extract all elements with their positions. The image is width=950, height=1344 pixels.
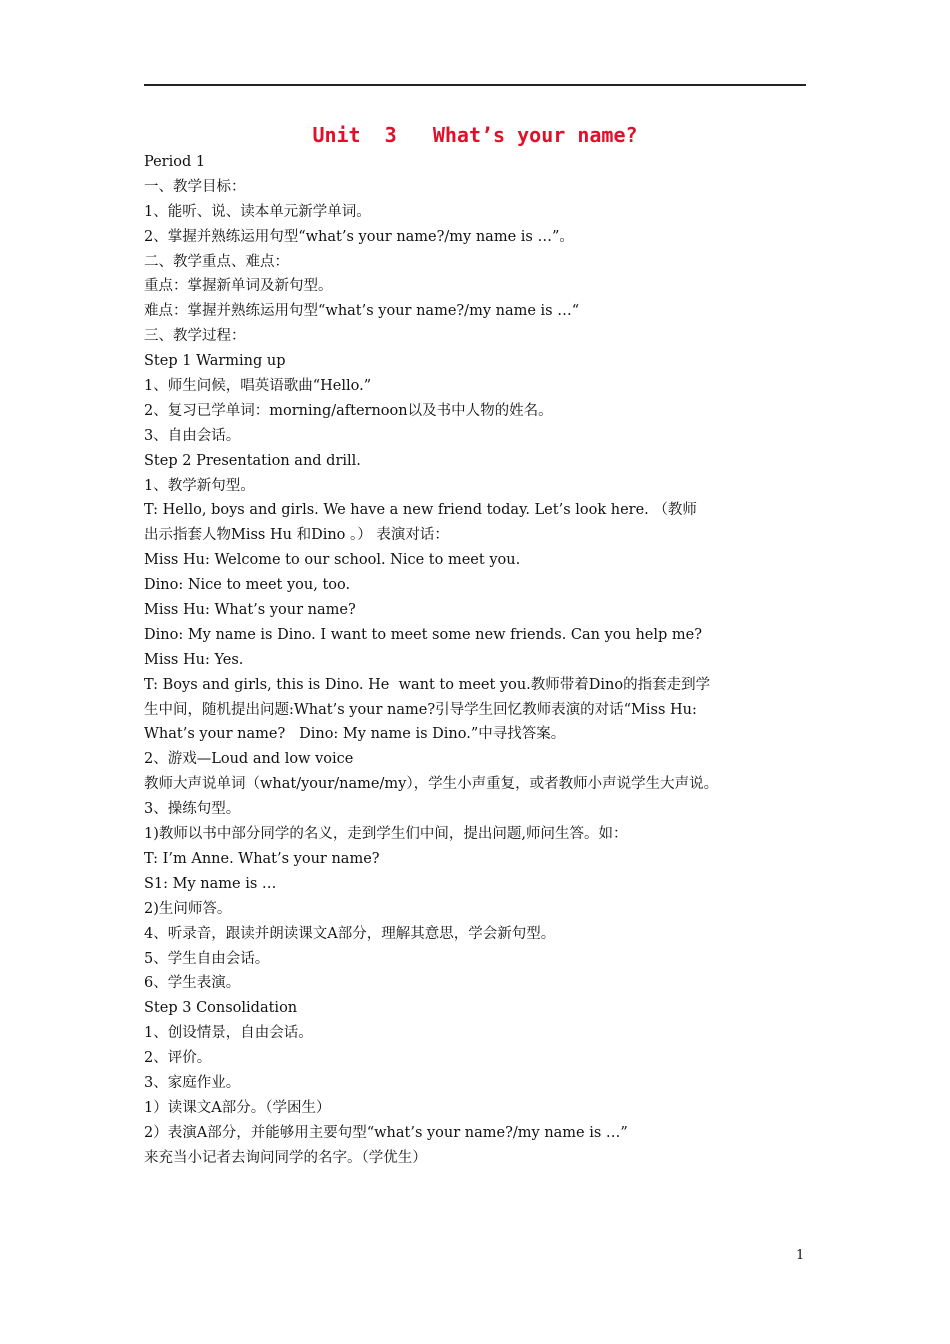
- text-line: 6、学生表演。: [144, 975, 241, 992]
- text-line: 教师大声说单词（what/your/name/my），学生小声重复，或者教师小声说学生大声说。: [144, 776, 719, 793]
- text-line: 出示指套人物Miss Hu 和Dino 。） 表演对话：: [144, 527, 449, 544]
- text-line: T: Boys and girls, this is Dino. He want to meet you.教师带着Dino的指套走到学: [144, 676, 711, 693]
- text-line: 2）表演A部分，并能够用主要句型“what’s your name?/my name is …”: [144, 1124, 628, 1141]
- text-line: 三、教学过程：: [144, 328, 246, 345]
- page-number: 1: [796, 1248, 805, 1263]
- text-line: 3、家庭作业。: [144, 1074, 241, 1091]
- text-line: 2)生问师答。: [144, 900, 232, 917]
- text-line: 1)教师以书中部分同学的名义，走到学生们中间，提出问题,师问生答。如：: [144, 826, 628, 843]
- text-line: What’s your name? Dino: My name is Dino.”中寻找答案。: [144, 726, 566, 743]
- text-line: Step 2 Presentation and drill.: [144, 452, 361, 469]
- document-body: [144, 150, 809, 1171]
- text-line: Dino: My name is Dino. I want to meet some new friends. Can you help me?: [144, 626, 703, 643]
- text-line: 2、评价。: [144, 1050, 212, 1067]
- text-line: Miss Hu: Welcome to our school. Nice to meet you.: [144, 552, 521, 569]
- text-line: 2、复习已学单词：morning/afternoon以及书中人物的姓名。: [144, 402, 553, 419]
- text-line: 1、创设情景，自由会话。: [144, 1025, 313, 1042]
- text-line: 1）读课文A部分。（学困生）: [144, 1099, 331, 1116]
- text-line: 难点：掌握并熟练运用句型“what’s your name?/my name is …“: [144, 303, 580, 320]
- text-line: 二、教学重点、难点：: [144, 253, 289, 270]
- text-line: T: Hello, boys and girls. We have a new friend today. Let’s look here. （教师: [144, 502, 697, 519]
- text-line: 2、掌握并熟练运用句型“what’s your name?/my name is …”。: [144, 228, 574, 245]
- text-line: Step 1 Warming up: [144, 353, 286, 370]
- text-line: 重点：掌握新单词及新句型。: [144, 278, 333, 295]
- text-line: 1、教学新句型。: [144, 477, 255, 494]
- text-line: 1、师生问候，唱英语歌曲“Hello.”: [144, 378, 372, 395]
- text-line: Step 3 Consolidation: [144, 1000, 298, 1017]
- page-title: Unit 3 What’s your name?: [312, 123, 638, 147]
- text-line: 来充当小记者去询问同学的名字。（学优生）: [144, 1149, 427, 1166]
- text-line: 5、学生自由会话。: [144, 950, 270, 967]
- header-rule: [144, 84, 806, 86]
- text-line: T: I’m Anne. What’s your name?: [144, 850, 380, 867]
- text-line: 生中间，随机提出问题:What’s your name?引导学生回忆教师表演的对话“Miss Hu:: [144, 701, 697, 718]
- text-line: 4、听录音，跟读并朗读课文A部分，理解其意思，学会新句型。: [144, 925, 556, 942]
- text-line: 3、操练句型。: [144, 801, 241, 818]
- text-line: 2、游戏—Loud and low voice: [144, 751, 354, 768]
- text-line: 3、自由会话。: [144, 427, 241, 444]
- text-line: S1: My name is …: [144, 875, 277, 892]
- text-line: Miss Hu: What’s your name?: [144, 602, 356, 619]
- text-line: Dino: Nice to meet you, too.: [144, 577, 351, 594]
- text-line: 1、能听、说、读本单元新学单词。: [144, 203, 371, 220]
- text-line: Miss Hu: Yes.: [144, 651, 244, 668]
- text-line: Period 1: [144, 154, 206, 170]
- text-line: 一、教学目标：: [144, 178, 246, 195]
